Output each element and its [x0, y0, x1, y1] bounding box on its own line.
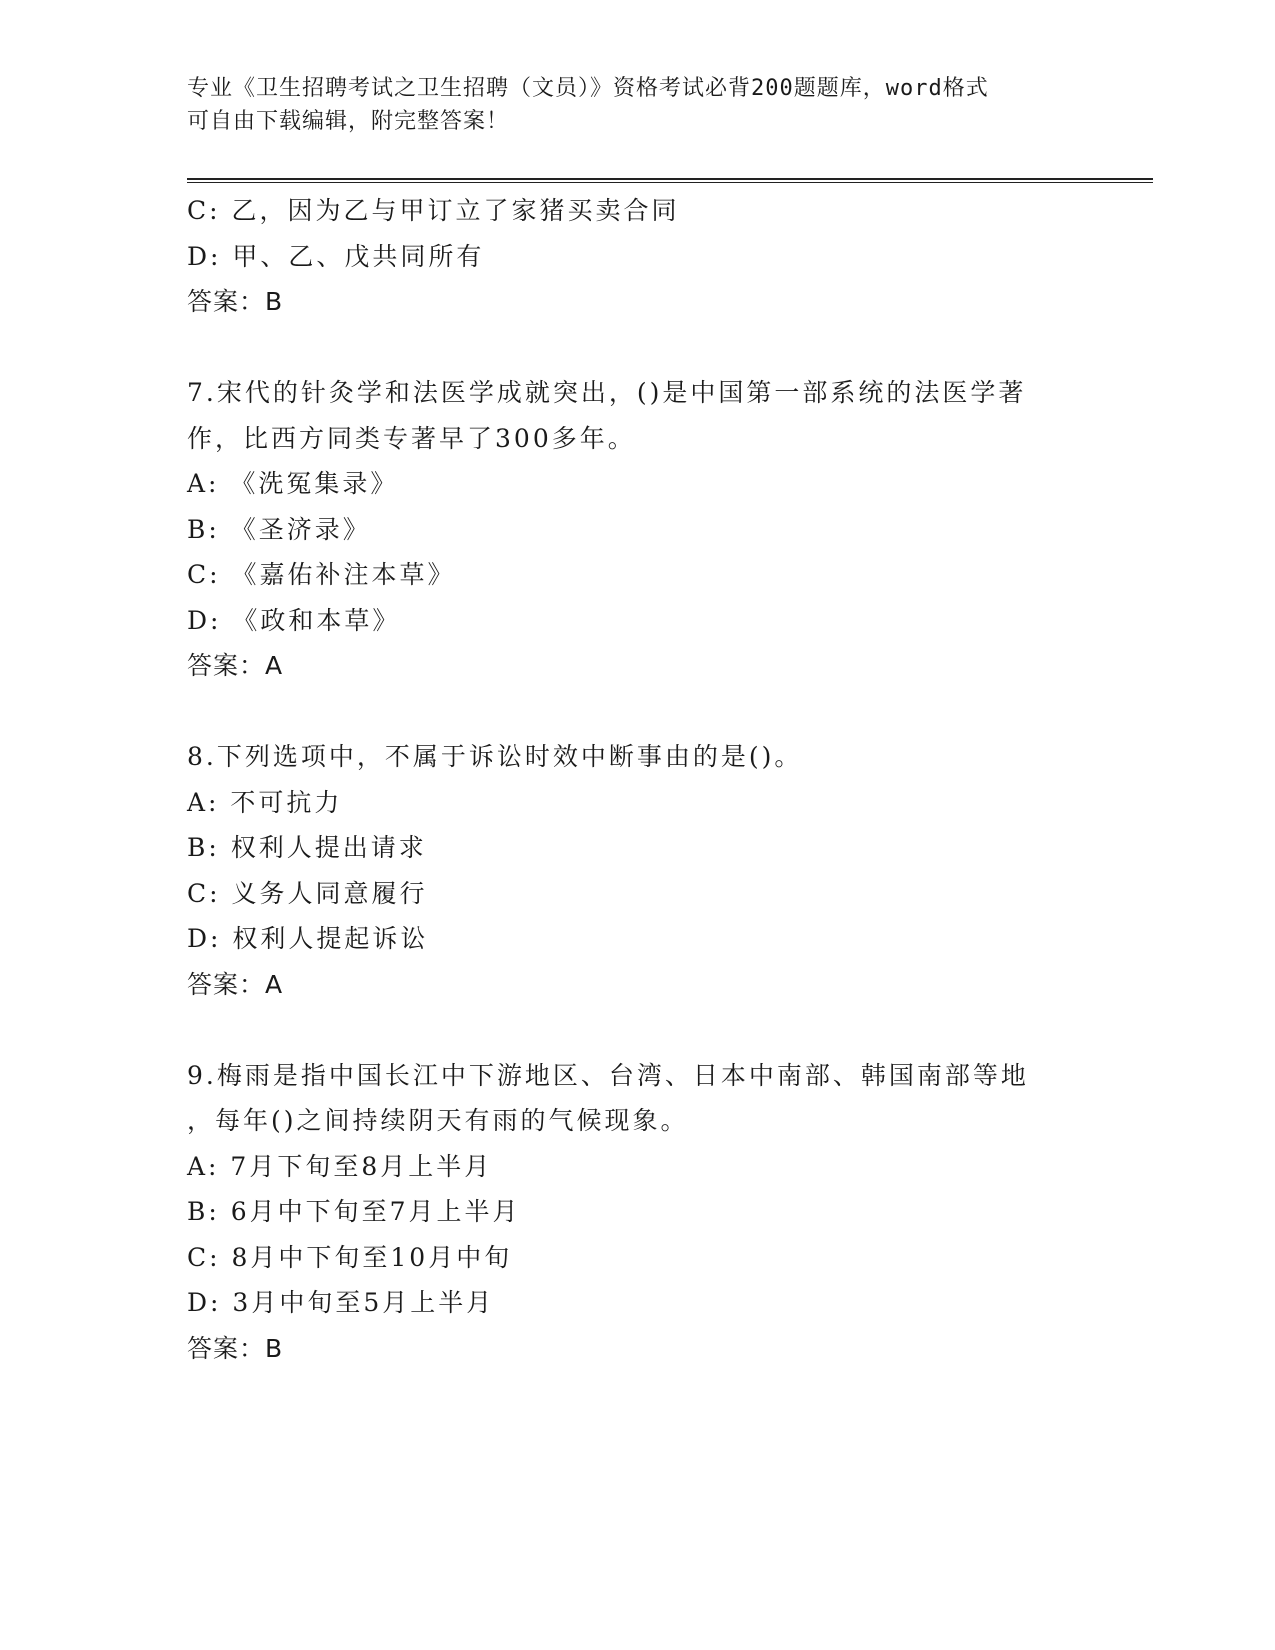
- option-c: C: 乙，因为乙与甲订立了家猪买卖合同: [187, 196, 680, 225]
- question-stem-line: 9.梅雨是指中国长江中下游地区、台湾、日本中南部、韩国南部等地: [187, 1060, 1029, 1090]
- option-d: D: 《政和本草》: [187, 605, 401, 635]
- header-divider-thin: [187, 182, 1153, 183]
- answer-line: 答案：B: [187, 1333, 284, 1363]
- question-stem-line: 8.下列选项中，不属于诉讼时效中断事由的是()。: [187, 742, 803, 771]
- option-d: D: 权利人提起诉讼: [187, 924, 429, 953]
- option-d: D: 3月中旬至5月上半月: [187, 1288, 495, 1317]
- option-a: A: 不可抗力: [187, 787, 343, 817]
- spacer: [187, 325, 1067, 371]
- spacer: [187, 1007, 1067, 1053]
- question-stem-line: 7.宋代的针灸学和法医学成就突出，()是中国第一部系统的法医学著: [187, 378, 1027, 407]
- option-b: B: 6月中下旬至7月上半月: [187, 1197, 521, 1226]
- document-body: [187, 188, 1067, 1371]
- option-c: C: 《嘉佑补注本草》: [187, 560, 456, 589]
- question-stem-line: 作，比西方同类专著早了300多年。: [187, 423, 636, 453]
- answer-line: 答案：A: [187, 651, 284, 680]
- option-c: C: 8月中下旬至10月中旬: [187, 1242, 513, 1272]
- header-divider-thick: [187, 178, 1153, 180]
- question-7: [187, 370, 1067, 689]
- question-8: [187, 734, 1067, 1007]
- header-line-1: 专业《卫生招聘考试之卫生招聘（文员）》资格考试必背200题题库，word格式: [187, 76, 989, 101]
- option-b: B: 《圣济录》: [187, 514, 371, 544]
- question-9: [187, 1053, 1067, 1372]
- option-a: A: 7月下旬至8月上半月: [187, 1151, 493, 1181]
- answer-line: 答案：B: [187, 287, 284, 316]
- spacer: [187, 689, 1067, 735]
- header-line-2: 可自由下载编辑，附完整答案！: [187, 109, 510, 134]
- option-a: A: 《洗冤集录》: [187, 469, 399, 498]
- document-header: [187, 72, 1067, 138]
- question-6-continuation: [187, 188, 1067, 325]
- option-b: B: 权利人提出请求: [187, 833, 427, 862]
- question-stem-line: ，每年()之间持续阴天有雨的气候现象。: [187, 1106, 689, 1135]
- option-d: D: 甲、乙、戊共同所有: [187, 241, 485, 271]
- option-c: C: 义务人同意履行: [187, 878, 428, 908]
- answer-line: 答案：A: [187, 969, 284, 999]
